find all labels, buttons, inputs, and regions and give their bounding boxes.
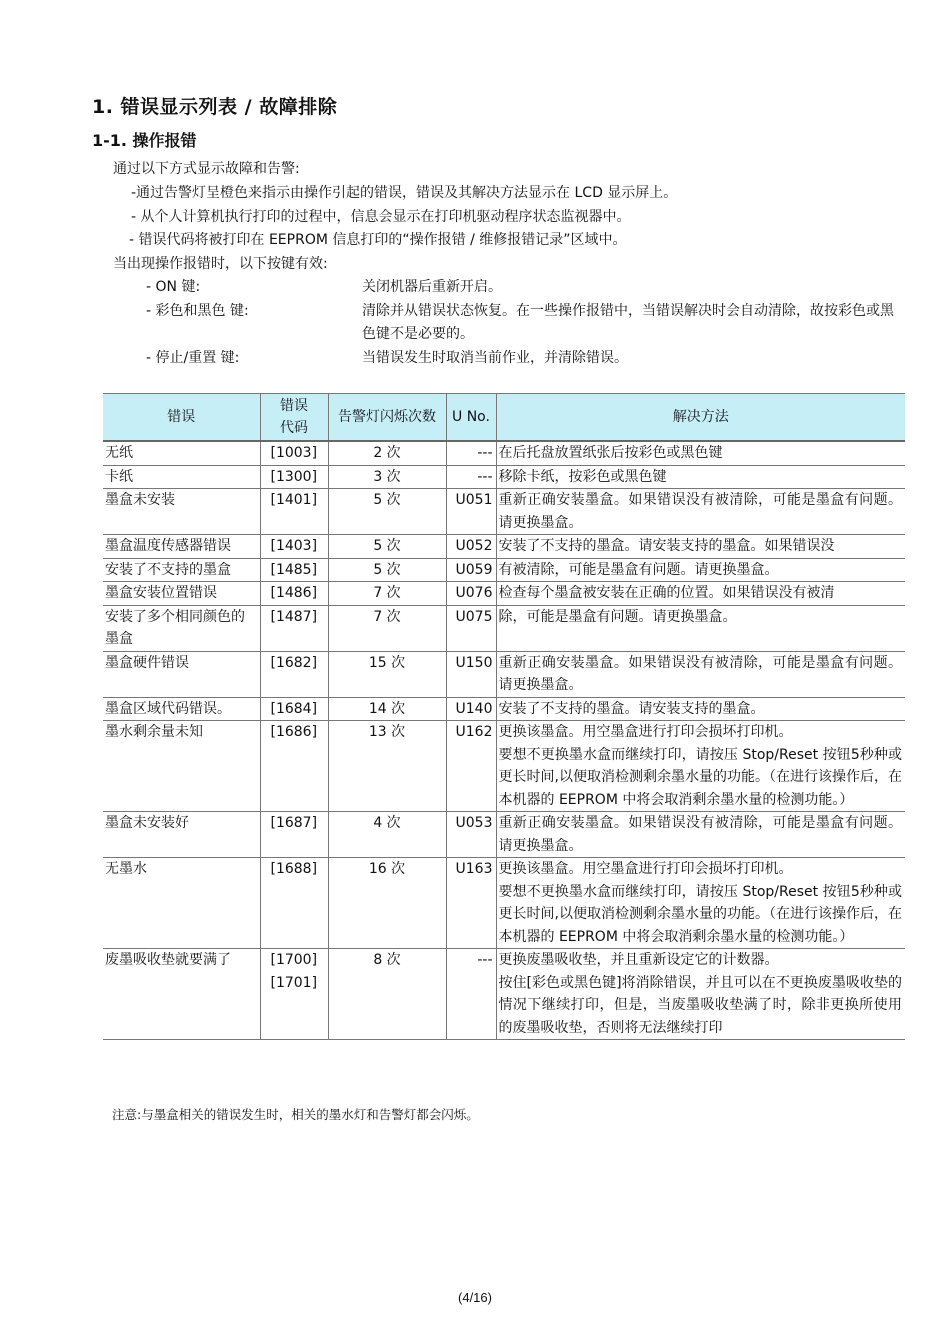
solution — [496, 949, 905, 1040]
blink-count: 15 次 — [328, 651, 446, 697]
error-code: [1684] — [260, 697, 328, 721]
error-code: [1403] — [260, 535, 328, 559]
key-row — [146, 276, 902, 300]
error-name: 墨盒区域代码错误。 — [103, 697, 260, 721]
table-row — [103, 535, 905, 559]
solution — [496, 721, 905, 812]
key-description: 清除并从错误状态恢复。在一些操作报错中，当错误解决时会自动清除，故按彩色或黑色键不是必要的。 — [362, 302, 894, 342]
header-u-number: U No. — [446, 394, 496, 442]
error-code: [1686] — [260, 721, 328, 812]
solution: 移除卡纸，按彩色或黑色键 — [496, 465, 905, 489]
table-row — [103, 558, 905, 582]
solution-line: 要想不更换墨水盒而继续打印，请按压 Stop/Reset 按钮5秒种或更长时间,以便取消检测剩余墨水量的功能。（在进行该操作后，在本机器的 EEPROM 中将会取消剩余墨水量的检测功能。） — [498, 746, 902, 808]
error-code-line: [1701] — [270, 974, 318, 991]
blink-count: 16 次 — [328, 858, 446, 949]
solution: 有被清除，可能是墨盒有问题。请更换墨盒。 — [496, 558, 905, 582]
bullet-item: - 错误代码将被打印在 EEPROM 信息打印的“操作报错 / 维修报错记录”区域中。 — [129, 232, 627, 248]
key-label: - 彩色和黑色 键: — [146, 302, 249, 319]
error-name: 墨盒安装位置错误 — [103, 582, 260, 606]
error-code: [1688] — [260, 858, 328, 949]
u-number: U140 — [446, 697, 496, 721]
blink-count: 5 次 — [328, 489, 446, 535]
table-header-row — [103, 394, 905, 442]
solution-line: 更换该墨盒。用空墨盒进行打印会损坏打印机。 — [498, 724, 793, 740]
error-code-line: [1700] — [270, 952, 318, 968]
blink-count: 3 次 — [328, 465, 446, 489]
key-row — [146, 300, 902, 347]
blink-count: 8 次 — [328, 949, 446, 1040]
u-number: U162 — [446, 721, 496, 812]
blink-count: 5 次 — [328, 535, 446, 559]
solution: 重新正确安装墨盒。如果错误没有被清除，可能是墨盒有问题。请更换墨盒。 — [496, 489, 905, 535]
error-code: [1486] — [260, 582, 328, 606]
error-name: 无墨水 — [103, 858, 260, 949]
solution: 重新正确安装墨盒。如果错误没有被清除，可能是墨盒有问题。请更换墨盒。 — [496, 651, 905, 697]
blink-count: 13 次 — [328, 721, 446, 812]
solution-line: 按住[彩色或黑色键]将消除错误，并且可以在不更换废墨吸收垫的情况下继续打印，但是，当废墨吸收垫满了时，除非更换所使用的废墨吸收垫，否则将无法继续打印 — [498, 974, 902, 1036]
key-list — [146, 276, 902, 370]
solution-line: 要想不更换墨水盒而继续打印，请按压 Stop/Reset 按钮5秒种或更长时间,以便取消检测剩余墨水量的功能。（在进行该操作后，在本机器的 EEPROM 中将会取消剩余墨水量的检测功能。） — [498, 883, 902, 945]
footnote: 注意:与墨盒相关的错误发生时，相关的墨水灯和告警灯都会闪烁。 — [112, 1107, 479, 1122]
table-row — [103, 605, 905, 651]
u-number: U076 — [446, 582, 496, 606]
u-number: --- — [446, 465, 496, 489]
subsection-heading: 1-1. 操作报错 — [92, 131, 197, 150]
error-name: 安装了不支持的墨盒 — [103, 558, 260, 582]
blink-count: 2 次 — [328, 441, 446, 465]
solution-line: 更换该墨盒。用空墨盒进行打印会损坏打印机。 — [498, 861, 793, 877]
solution: 除，可能是墨盒有问题。请更换墨盒。 — [496, 605, 905, 651]
u-number: U150 — [446, 651, 496, 697]
table-row — [103, 949, 905, 1040]
key-description: 当错误发生时取消当前作业，并清除错误。 — [362, 349, 628, 366]
error-code: [1485] — [260, 558, 328, 582]
header-error: 错误 — [103, 394, 260, 442]
error-code: [1401] — [260, 489, 328, 535]
section-heading: 1. 错误显示列表 / 故障排除 — [92, 96, 338, 118]
table-row — [103, 441, 905, 465]
blink-count: 4 次 — [328, 812, 446, 858]
table-row — [103, 697, 905, 721]
u-number: --- — [446, 949, 496, 1040]
table-row — [103, 582, 905, 606]
blink-count: 5 次 — [328, 558, 446, 582]
header-solution: 解决方法 — [496, 394, 905, 442]
error-name: 墨盒未安装好 — [103, 812, 260, 858]
error-code: [1487] — [260, 605, 328, 651]
error-name: 墨盒硬件错误 — [103, 651, 260, 697]
table-row — [103, 651, 905, 697]
error-code: [1003] — [260, 441, 328, 465]
header-blinks: 告警灯闪烁次数 — [328, 394, 446, 442]
error-name: 墨水剩余量未知 — [103, 721, 260, 812]
solution-line: 更换废墨吸收垫，并且重新设定它的计数器。 — [498, 952, 779, 968]
table-row — [103, 465, 905, 489]
error-name: 废墨吸收垫就要满了 — [103, 949, 260, 1040]
keys-intro-text: 当出现操作报错时，以下按键有效: — [113, 256, 328, 272]
blink-count: 14 次 — [328, 697, 446, 721]
blink-count: 7 次 — [328, 582, 446, 606]
header-code: 错误代码 — [260, 394, 328, 442]
solution: 安装了不支持的墨盒。请安装支持的墨盒。如果错误没 — [496, 535, 905, 559]
page-number: (4/16) — [458, 1290, 492, 1305]
table-row — [103, 489, 905, 535]
solution: 重新正确安装墨盒。如果错误没有被清除，可能是墨盒有问题。请更换墨盒。 — [496, 812, 905, 858]
u-number: U059 — [446, 558, 496, 582]
error-table — [103, 393, 905, 1040]
bullet-item: -通过告警灯呈橙色来指示由操作引起的错误，错误及其解决方法显示在 LCD 显示屏上。 — [131, 185, 678, 201]
u-number: U053 — [446, 812, 496, 858]
solution: 在后托盘放置纸张后按彩色或黑色键 — [496, 441, 905, 465]
solution — [496, 858, 905, 949]
error-code — [260, 949, 328, 1040]
error-code: [1682] — [260, 651, 328, 697]
solution: 检查每个墨盒被安装在正确的位置。如果错误没有被清 — [496, 582, 905, 606]
key-row — [146, 347, 902, 371]
bullet-item: - 从个人计算机执行打印的过程中，信息会显示在打印机驱动程序状态监视器中。 — [131, 209, 631, 225]
error-name: 墨盒温度传感器错误 — [103, 535, 260, 559]
u-number: U051 — [446, 489, 496, 535]
blink-count: 7 次 — [328, 605, 446, 651]
table-row — [103, 858, 905, 949]
key-label: - ON 键: — [146, 279, 201, 295]
table-row — [103, 812, 905, 858]
error-name: 墨盒未安装 — [103, 489, 260, 535]
u-number: U052 — [446, 535, 496, 559]
error-name: 无纸 — [103, 441, 260, 465]
solution: 安装了不支持的墨盒。请安装支持的墨盒。 — [496, 697, 905, 721]
key-label: - 停止/重置 键: — [146, 349, 240, 366]
u-number: U163 — [446, 858, 496, 949]
key-description: 关闭机器后重新开启。 — [362, 279, 502, 295]
error-name: 安装了多个相同颜色的墨盒 — [103, 605, 260, 651]
error-code: [1687] — [260, 812, 328, 858]
intro-text: 通过以下方式显示故障和告警: — [113, 161, 300, 177]
u-number: U075 — [446, 605, 496, 651]
u-number: --- — [446, 441, 496, 465]
error-code: [1300] — [260, 465, 328, 489]
error-name: 卡纸 — [103, 465, 260, 489]
table-row — [103, 721, 905, 812]
